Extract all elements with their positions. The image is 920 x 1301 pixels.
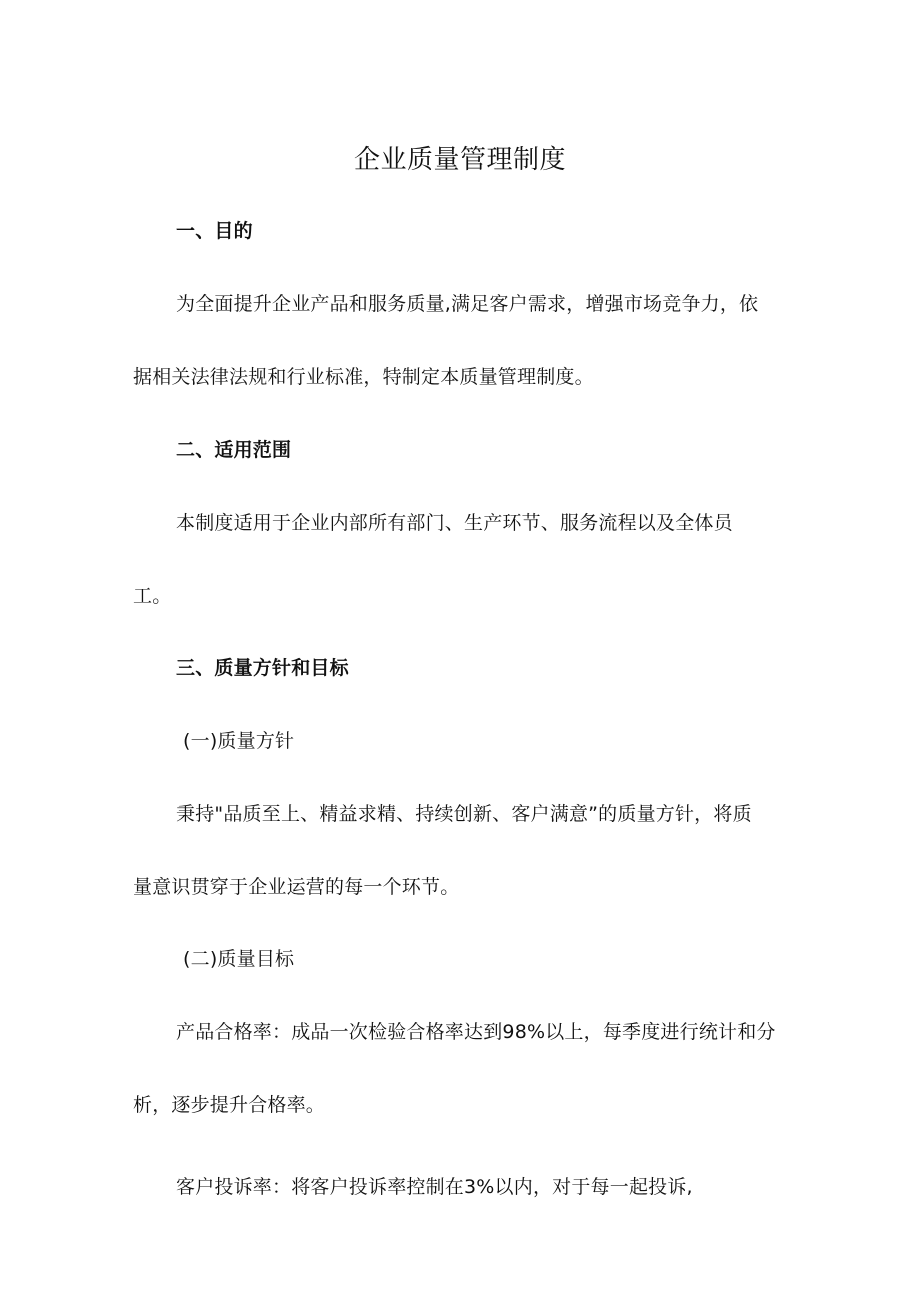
paragraph-line: 据相关法律法规和行业标准，特制定本质量管理制度。 [133,366,594,388]
paragraph-line: 工。 [133,585,172,607]
paragraph-line: 析，逐步提升合格率。 [133,1094,326,1116]
subsection-heading-policy: (一)质量方针 [183,730,295,752]
paragraph-line: 产品合格率：成品一次检验合格率达到98%以上，每季度进行统计和分 [176,1021,776,1043]
paragraph-line: 本制度适用于企业内部所有部门、生产环节、服务流程以及全体员 [176,512,733,534]
subsection-heading-objectives: (二)质量目标 [183,948,295,970]
section-heading-policy-objectives: 三、质量方针和目标 [176,657,349,679]
document-title: 企业质量管理制度 [353,145,566,175]
paragraph-line: 量意识贯穿于企业运营的每一个环节。 [133,876,460,898]
paragraph-line: 秉持"品质至上、精益求精、持续创新、客户满意”的质量方针，将质 [176,803,752,825]
paragraph-line: 为全面提升企业产品和服务质量,满足客户需求，增强市场竞争力，依 [176,293,759,315]
section-heading-scope: 二、适用范围 [176,439,292,461]
section-heading-purpose: 一、目的 [176,220,253,242]
paragraph-line: 客户投诉率：将客户投诉率控制在3%以内，对于每一起投诉, [176,1176,693,1198]
